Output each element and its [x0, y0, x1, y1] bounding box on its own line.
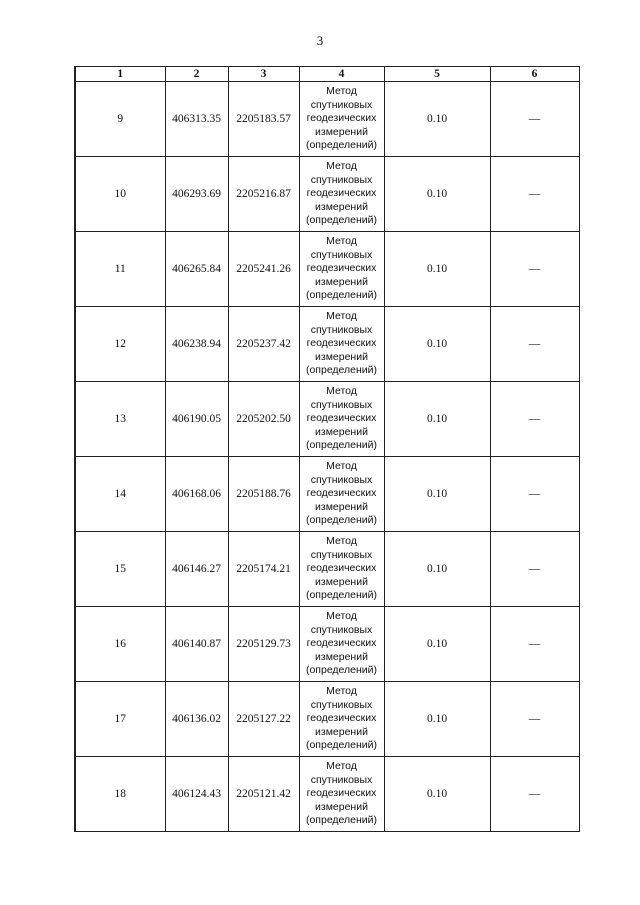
x-coordinate-cell: 406265.84	[165, 232, 228, 307]
point-number-cell: 15	[75, 532, 165, 607]
x-coordinate-cell: 406293.69	[165, 157, 228, 232]
column-header-6: 6	[490, 67, 579, 82]
method-cell: Метод спутниковых геодезических измерений (определений)	[299, 757, 384, 832]
accuracy-cell: 0.10	[384, 532, 490, 607]
x-coordinate-cell: 406140.87	[165, 607, 228, 682]
method-cell: Метод спутниковых геодезических измерений (определений)	[299, 382, 384, 457]
note-cell: —	[490, 232, 579, 307]
x-coordinate-cell: 406190.05	[165, 382, 228, 457]
y-coordinate-cell: 2205121.42	[228, 757, 299, 832]
table-row	[75, 82, 579, 157]
column-header-1: 1	[75, 67, 165, 82]
y-coordinate-cell: 2205202.50	[228, 382, 299, 457]
point-number-cell: 10	[75, 157, 165, 232]
y-coordinate-cell: 2205216.87	[228, 157, 299, 232]
accuracy-cell: 0.10	[384, 757, 490, 832]
point-number-cell: 9	[75, 82, 165, 157]
point-number-cell: 12	[75, 307, 165, 382]
x-coordinate-cell: 406238.94	[165, 307, 228, 382]
y-coordinate-cell: 2205129.73	[228, 607, 299, 682]
table-row	[75, 232, 579, 307]
y-coordinate-cell: 2205174.21	[228, 532, 299, 607]
method-cell: Метод спутниковых геодезических измерений (определений)	[299, 232, 384, 307]
point-number-cell: 16	[75, 607, 165, 682]
note-cell: —	[490, 607, 579, 682]
note-cell: —	[490, 307, 579, 382]
header-row	[75, 67, 579, 82]
accuracy-cell: 0.10	[384, 307, 490, 382]
column-header-2: 2	[165, 67, 228, 82]
y-coordinate-cell: 2205237.42	[228, 307, 299, 382]
method-cell: Метод спутниковых геодезических измерений (определений)	[299, 457, 384, 532]
column-header-5: 5	[384, 67, 490, 82]
method-cell: Метод спутниковых геодезических измерений (определений)	[299, 682, 384, 757]
column-header-3: 3	[228, 67, 299, 82]
y-coordinate-cell: 2205188.76	[228, 457, 299, 532]
point-number-cell: 18	[75, 757, 165, 832]
column-header-4: 4	[299, 67, 384, 82]
note-cell: —	[490, 682, 579, 757]
point-number-cell: 13	[75, 382, 165, 457]
method-cell: Метод спутниковых геодезических измерений (определений)	[299, 607, 384, 682]
note-cell: —	[490, 457, 579, 532]
accuracy-cell: 0.10	[384, 607, 490, 682]
note-cell: —	[490, 532, 579, 607]
point-number-cell: 17	[75, 682, 165, 757]
y-coordinate-cell: 2205127.22	[228, 682, 299, 757]
method-cell: Метод спутниковых геодезических измерений (определений)	[299, 157, 384, 232]
table-row	[75, 382, 579, 457]
note-cell: —	[490, 382, 579, 457]
method-cell: Метод спутниковых геодезических измерений (определений)	[299, 307, 384, 382]
x-coordinate-cell: 406124.43	[165, 757, 228, 832]
table-row	[75, 607, 579, 682]
coordinates-table	[74, 66, 580, 832]
page-number: 3	[316, 33, 324, 48]
note-cell: —	[490, 757, 579, 832]
accuracy-cell: 0.10	[384, 82, 490, 157]
note-cell: —	[490, 82, 579, 157]
note-cell: —	[490, 157, 579, 232]
point-number-cell: 14	[75, 457, 165, 532]
table-row	[75, 757, 579, 832]
table-row	[75, 307, 579, 382]
accuracy-cell: 0.10	[384, 682, 490, 757]
x-coordinate-cell: 406168.06	[165, 457, 228, 532]
accuracy-cell: 0.10	[384, 382, 490, 457]
x-coordinate-cell: 406146.27	[165, 532, 228, 607]
x-coordinate-cell: 406313.35	[165, 82, 228, 157]
accuracy-cell: 0.10	[384, 157, 490, 232]
x-coordinate-cell: 406136.02	[165, 682, 228, 757]
accuracy-cell: 0.10	[384, 457, 490, 532]
y-coordinate-cell: 2205241.26	[228, 232, 299, 307]
table-row	[75, 457, 579, 532]
y-coordinate-cell: 2205183.57	[228, 82, 299, 157]
point-number-cell: 11	[75, 232, 165, 307]
accuracy-cell: 0.10	[384, 232, 490, 307]
method-cell: Метод спутниковых геодезических измерений (определений)	[299, 532, 384, 607]
table-row	[75, 157, 579, 232]
method-cell: Метод спутниковых геодезических измерений (определений)	[299, 82, 384, 157]
table-row	[75, 532, 579, 607]
table-row	[75, 682, 579, 757]
